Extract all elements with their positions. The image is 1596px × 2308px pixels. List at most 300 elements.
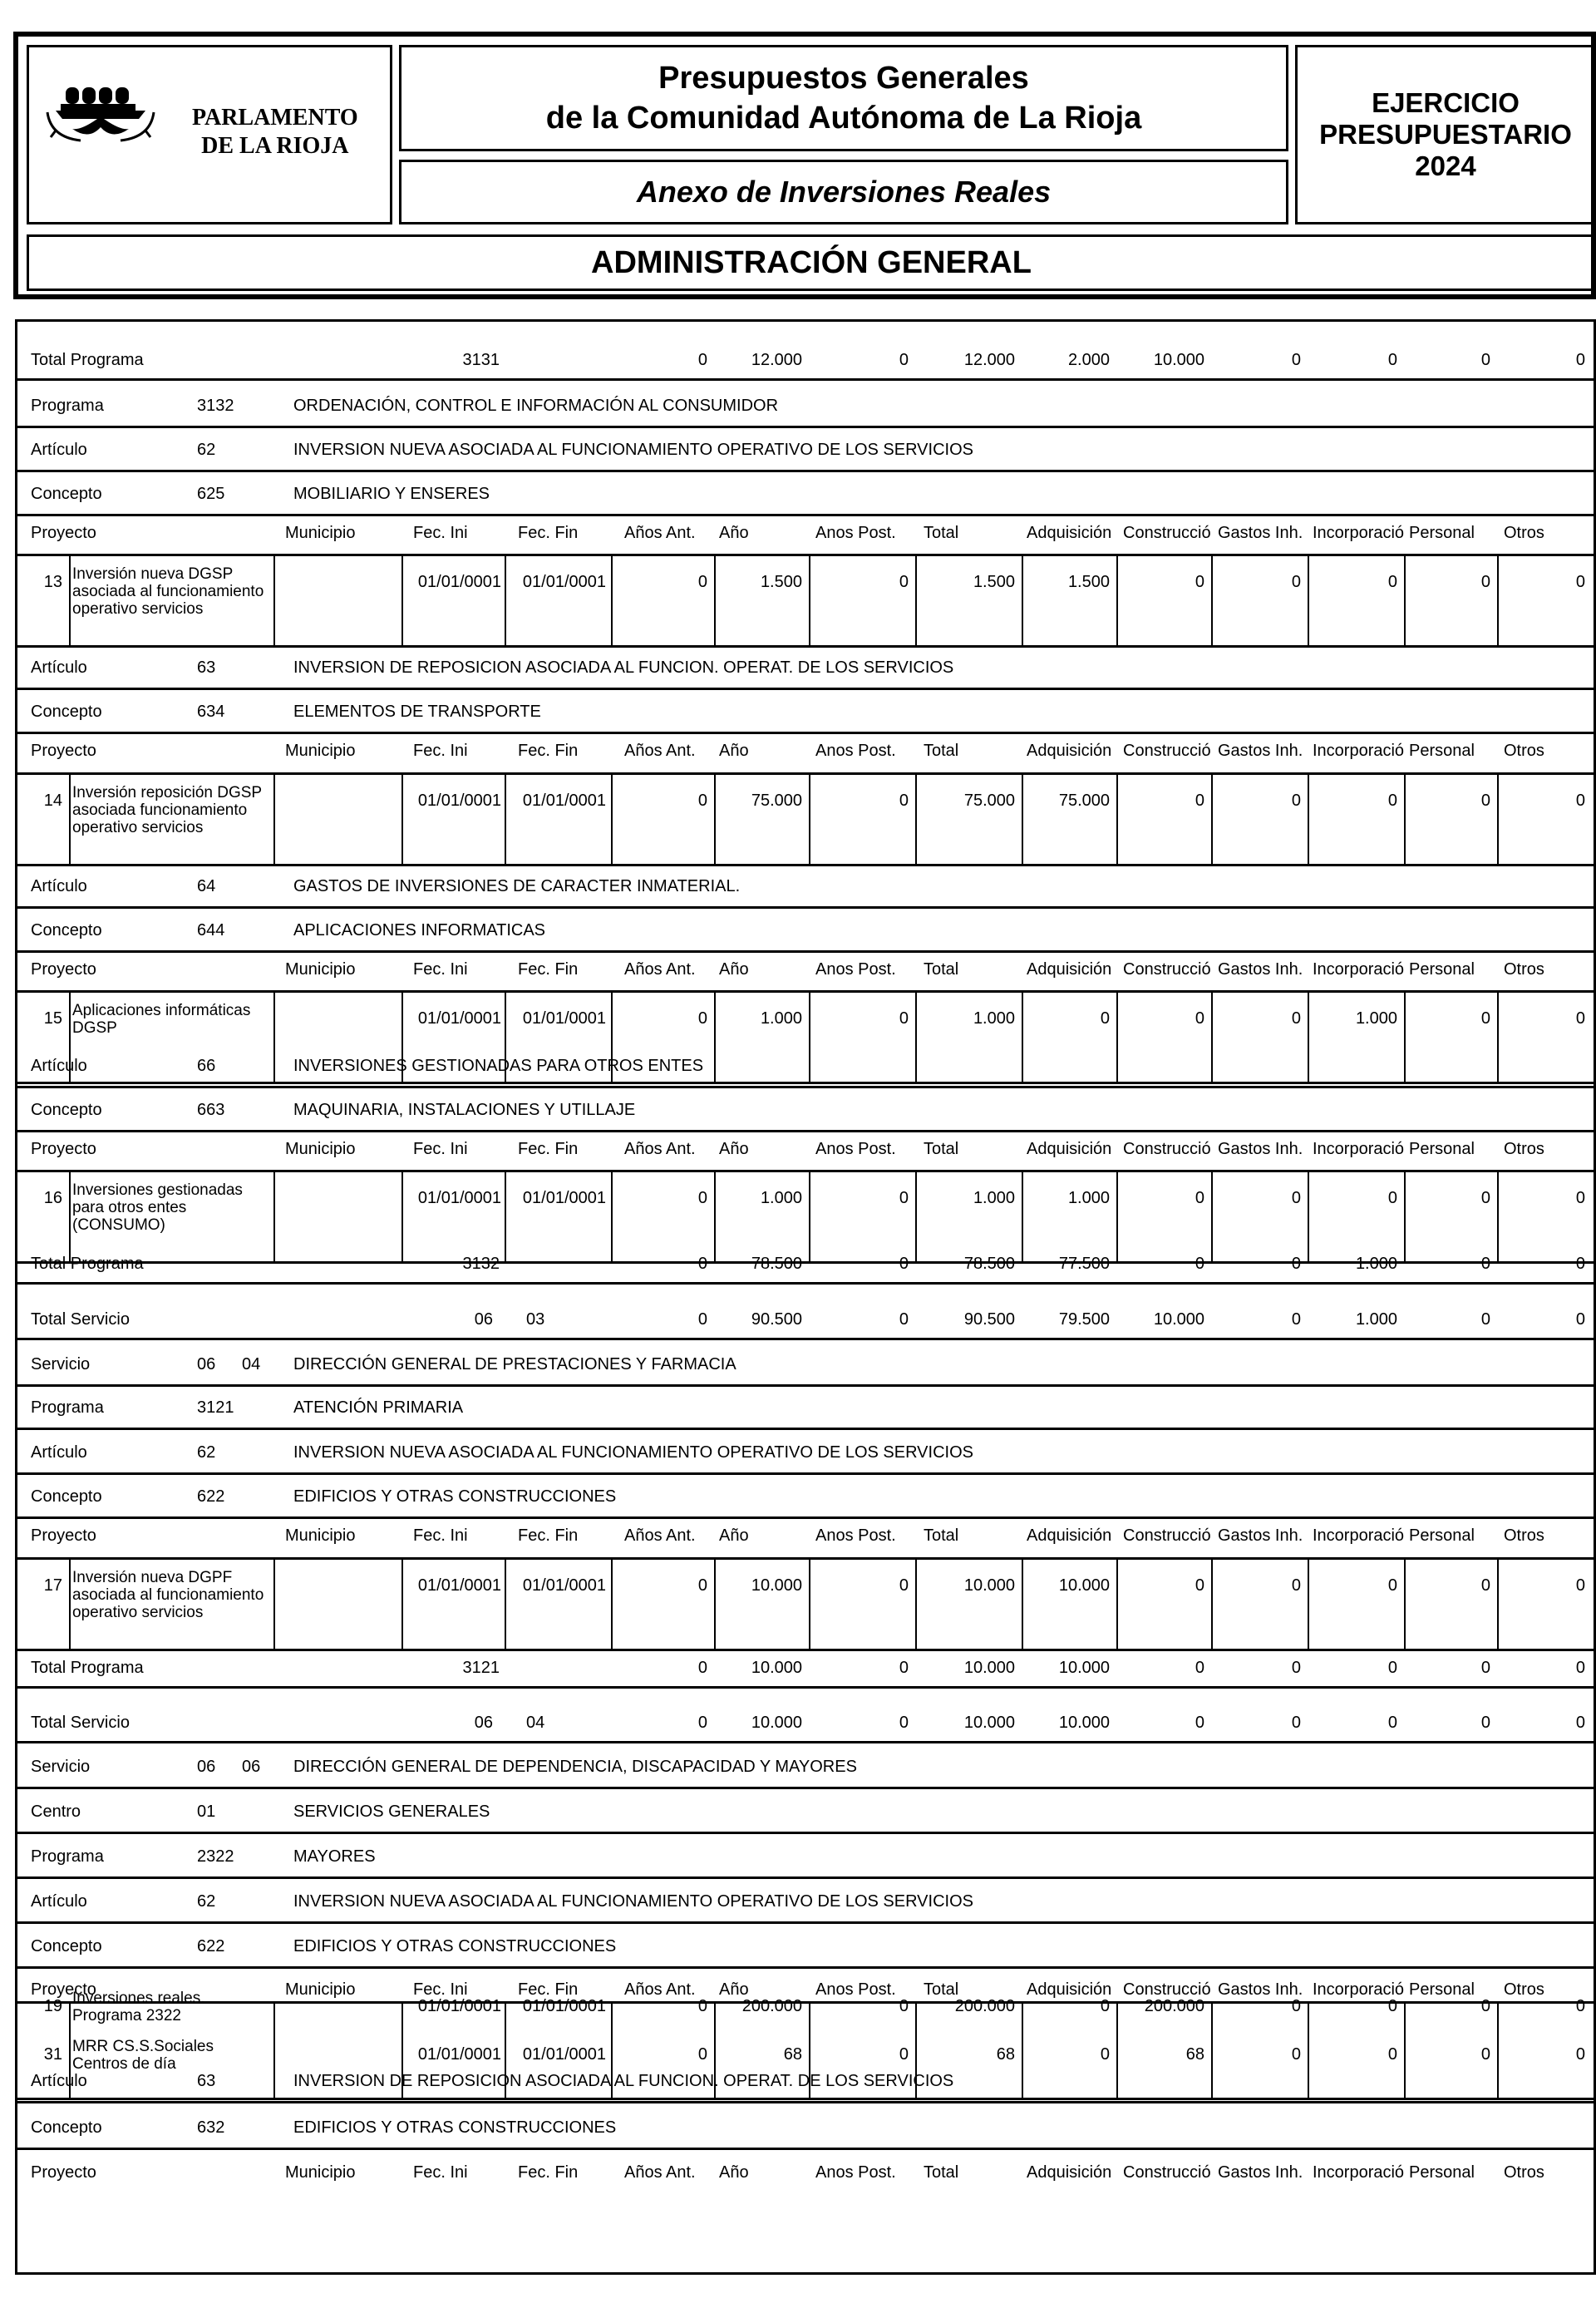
- level-code: 62: [197, 441, 216, 459]
- column-header: Construcció: [1123, 960, 1211, 979]
- project-end-date: 01/01/0001: [522, 1997, 606, 2015]
- cell-border: [505, 772, 506, 864]
- column-header: Construcció: [1123, 524, 1211, 542]
- total-code: 3121: [462, 1659, 500, 1677]
- column-header: Año: [719, 1526, 749, 1545]
- column-header: Proyecto: [31, 2163, 96, 2182]
- cell-border: [1211, 1170, 1213, 1261]
- project-value: 0: [1100, 1997, 1110, 2015]
- row-divider: [17, 864, 1594, 866]
- project-value: 1.500: [973, 573, 1015, 591]
- row-divider: [17, 1170, 1594, 1172]
- cell-border: [1497, 1170, 1499, 1261]
- level-description: APLICACIONES INFORMATICAS: [293, 921, 546, 939]
- column-header: Gastos Inh.: [1218, 1140, 1303, 1158]
- cell-border: [69, 1170, 71, 1261]
- project-value: 75.000: [751, 792, 802, 810]
- level-label: Artículo: [31, 1892, 87, 1911]
- cell-border: [1022, 772, 1023, 864]
- project-number: 19: [43, 1997, 62, 2015]
- level-description: EDIFICIOS Y OTRAS CONSTRUCCIONES: [293, 1487, 617, 1506]
- total-value: 10.000: [751, 1659, 802, 1677]
- cell-border: [1116, 1170, 1118, 1261]
- parlamento-emblem-icon: [39, 79, 189, 179]
- total-value: 0: [697, 1310, 707, 1329]
- column-header: Fec. Fin: [518, 1980, 579, 1999]
- project-value: 68: [1185, 2045, 1204, 2064]
- column-header: Fec. Ini: [413, 1526, 468, 1545]
- cell-border: [1404, 772, 1406, 864]
- column-header: Fec. Fin: [518, 2163, 579, 2182]
- level-code: 06: [197, 1758, 216, 1776]
- cell-border: [1022, 1170, 1023, 1261]
- total-value: 0: [1387, 1659, 1397, 1677]
- row-divider: [17, 1472, 1594, 1475]
- column-header: Fec. Ini: [413, 1140, 468, 1158]
- project-number: 17: [43, 1576, 62, 1595]
- project-start-date: 01/01/0001: [417, 792, 501, 810]
- column-header: Año: [719, 1980, 749, 1999]
- column-header: Municipio: [285, 524, 356, 542]
- column-header: Años Ant.: [624, 1140, 696, 1158]
- column-header: Incorporació: [1313, 1526, 1405, 1545]
- level-label: Concepto: [31, 1101, 102, 1119]
- project-value: 0: [1387, 792, 1397, 810]
- anexo-title: Anexo de Inversiones Reales: [636, 175, 1052, 209]
- project-description: Inversión reposición DGSP asociada funcionamiento operativo servicios: [72, 784, 262, 836]
- budget-table: [15, 319, 1596, 2275]
- project-value: 1.000: [973, 1009, 1015, 1028]
- level-description: DIRECCIÓN GENERAL DE PRESTACIONES Y FARMACIA: [293, 1355, 736, 1373]
- total-value: 0: [1480, 351, 1490, 369]
- level-label: Concepto: [31, 485, 102, 503]
- project-value: 0: [1195, 792, 1204, 810]
- column-header: Total: [924, 524, 959, 542]
- level-code: 66: [197, 1057, 216, 1075]
- level-code: 63: [197, 2072, 216, 2090]
- level-label: Servicio: [31, 1758, 91, 1776]
- total-value: 10.000: [1153, 1310, 1204, 1329]
- cell-border: [401, 1557, 403, 1649]
- column-header: Fec. Ini: [413, 960, 468, 979]
- level-description: GASTOS DE INVERSIONES DE CARACTER INMATERIAL.: [293, 877, 741, 895]
- total-value: 10.000: [963, 1714, 1015, 1732]
- level-label: Artículo: [31, 877, 87, 895]
- cell-border: [505, 1170, 506, 1261]
- ejercicio-line1: EJERCICIO: [1372, 87, 1520, 118]
- total-value: 0: [697, 1659, 707, 1677]
- level-label: Artículo: [31, 658, 87, 677]
- cell-border: [273, 2001, 275, 2098]
- column-header: Otros: [1504, 1526, 1544, 1545]
- column-header: Municipio: [285, 960, 356, 979]
- level-code: 06: [197, 1355, 216, 1373]
- project-value: 0: [1480, 1189, 1490, 1207]
- cell-border: [1308, 1170, 1309, 1261]
- column-header: Anos Post.: [815, 960, 896, 979]
- column-header: Fec. Ini: [413, 742, 468, 760]
- row-divider: [17, 1686, 1594, 1689]
- level-description: INVERSION NUEVA ASOCIADA AL FUNCIONAMIENTO OPERATIVO DE LOS SERVICIOS: [293, 1892, 973, 1911]
- column-header: Personal: [1409, 2163, 1475, 2182]
- column-header: Adquisición: [1027, 1526, 1112, 1545]
- row-divider: [17, 1428, 1594, 1430]
- level-code: 62: [197, 1892, 216, 1911]
- column-header: Años Ant.: [624, 2163, 696, 2182]
- column-header: Gastos Inh.: [1218, 960, 1303, 979]
- row-divider: [17, 1282, 1594, 1285]
- level-description: MAYORES: [293, 1847, 376, 1866]
- level-description: INVERSION NUEVA ASOCIADA AL FUNCIONAMIENTO OPERATIVO DE LOS SERVICIOS: [293, 1443, 973, 1462]
- section-title: ADMINISTRACIÓN GENERAL: [591, 244, 1032, 280]
- column-header: Municipio: [285, 742, 356, 760]
- total-value: 0: [1195, 1255, 1204, 1273]
- level-label: Concepto: [31, 1937, 102, 1955]
- project-description: Inversión nueva DGSP asociada al funcionamiento operativo servicios: [72, 565, 264, 618]
- column-header: Total: [924, 2163, 959, 2182]
- column-header: Construcció: [1123, 742, 1211, 760]
- column-header: Proyecto: [31, 1140, 96, 1158]
- total-value: 10.000: [1058, 1714, 1110, 1732]
- project-value: 0: [1575, 1009, 1585, 1028]
- project-value: 75.000: [1058, 792, 1110, 810]
- project-value: 200.000: [954, 1997, 1015, 2015]
- project-number: 14: [43, 792, 62, 810]
- column-header: Personal: [1409, 1140, 1475, 1158]
- page-title-line2: de la Comunidad Autónoma de La Rioja: [545, 101, 1142, 136]
- column-header: Fec. Fin: [518, 1140, 579, 1158]
- column-header: Año: [719, 742, 749, 760]
- column-header: Fec. Fin: [518, 960, 579, 979]
- project-end-date: 01/01/0001: [522, 573, 606, 591]
- cell-border: [1497, 772, 1499, 864]
- column-header: Total: [924, 1980, 959, 1999]
- row-divider: [17, 1086, 1594, 1088]
- logo-text: [192, 104, 358, 160]
- ejercicio-box: [1295, 45, 1596, 224]
- project-value: 0: [697, 573, 707, 591]
- cell-border: [1116, 1557, 1118, 1649]
- cell-border: [401, 554, 403, 645]
- level-description: DIRECCIÓN GENERAL DE DEPENDENCIA, DISCAPACIDAD Y MAYORES: [293, 1758, 857, 1776]
- row-divider: [17, 906, 1594, 909]
- cell-border: [69, 1557, 71, 1649]
- column-header: Incorporació: [1313, 2163, 1405, 2182]
- project-value: 0: [899, 1189, 909, 1207]
- total-value: 0: [1291, 1659, 1301, 1677]
- row-divider: [17, 426, 1594, 428]
- project-description: Aplicaciones informáticas DGSP: [72, 1002, 251, 1037]
- column-header: Anos Post.: [815, 524, 896, 542]
- row-divider: [17, 1082, 1594, 1084]
- project-value: 0: [899, 1009, 909, 1028]
- cell-border: [1308, 1557, 1309, 1649]
- project-description: Inversiones gestionadas para otros entes (CONSUMO): [72, 1181, 243, 1234]
- column-header: Gastos Inh.: [1218, 1980, 1303, 1999]
- cell-border: [401, 1170, 403, 1261]
- column-header: Adquisición: [1027, 2163, 1112, 2182]
- cell-border: [915, 554, 917, 645]
- total-value: 10.000: [963, 1659, 1015, 1677]
- level-code: 622: [197, 1937, 225, 1955]
- column-header: Fec. Fin: [518, 524, 579, 542]
- column-header: Proyecto: [31, 742, 96, 760]
- project-start-date: 01/01/0001: [417, 1997, 501, 2015]
- row-divider: [17, 1130, 1594, 1132]
- level-description: SERVICIOS GENERALES: [293, 1803, 490, 1821]
- total-value: 0: [899, 1714, 909, 1732]
- row-divider: [17, 2148, 1594, 2150]
- level-description: MOBILIARIO Y ENSERES: [293, 485, 490, 503]
- cell-border: [809, 554, 810, 645]
- column-header: Otros: [1504, 524, 1544, 542]
- level-label: Programa: [31, 397, 104, 415]
- cell-border: [273, 1170, 275, 1261]
- project-value: 0: [1387, 1997, 1397, 2015]
- column-header: Personal: [1409, 1526, 1475, 1545]
- project-end-date: 01/01/0001: [522, 1009, 606, 1028]
- total-code: 06: [474, 1714, 493, 1732]
- row-divider: [17, 772, 1594, 775]
- cell-border: [611, 1170, 613, 1261]
- column-header: Personal: [1409, 960, 1475, 979]
- project-value: 1.000: [1355, 1009, 1397, 1028]
- total-value: 1.000: [1355, 1255, 1397, 1273]
- level-description: INVERSIONES GESTIONADAS PARA OTROS ENTES: [293, 1057, 704, 1075]
- level-description: INVERSION DE REPOSICION ASOCIADA AL FUNCION. OPERAT. DE LOS SERVICIOS: [293, 658, 954, 677]
- level-code: 663: [197, 1101, 225, 1119]
- total-value: 0: [1291, 1255, 1301, 1273]
- cell-border: [1404, 1170, 1406, 1261]
- column-header: Otros: [1504, 742, 1544, 760]
- project-value: 1.000: [760, 1189, 802, 1207]
- column-header: Adquisición: [1027, 742, 1112, 760]
- row-divider: [17, 1516, 1594, 1519]
- project-value: 0: [697, 1009, 707, 1028]
- cell-border: [505, 1557, 506, 1649]
- project-value: 200.000: [1144, 1997, 1204, 2015]
- project-value: 0: [1480, 1576, 1490, 1595]
- total-value: 0: [1480, 1659, 1490, 1677]
- column-header: Gastos Inh.: [1218, 524, 1303, 542]
- anexo-box: [399, 160, 1288, 224]
- total-value: 0: [1291, 1714, 1301, 1732]
- cell-border: [1211, 554, 1213, 645]
- project-value: 0: [899, 573, 909, 591]
- column-header: Año: [719, 960, 749, 979]
- row-divider: [17, 1876, 1594, 1879]
- total-value: 0: [1575, 1310, 1585, 1329]
- total-code: 3131: [462, 351, 500, 369]
- level-label: Artículo: [31, 2072, 87, 2090]
- column-header: Municipio: [285, 2163, 356, 2182]
- column-header: Otros: [1504, 960, 1544, 979]
- row-divider: [17, 1832, 1594, 1834]
- column-header: Años Ant.: [624, 524, 696, 542]
- project-value: 0: [1480, 2045, 1490, 2064]
- column-header: Anos Post.: [815, 742, 896, 760]
- level-label: Artículo: [31, 1057, 87, 1075]
- total-value: 0: [1575, 1659, 1585, 1677]
- column-header: Fec. Ini: [413, 524, 468, 542]
- level-code: 622: [197, 1487, 225, 1506]
- column-header: Construcció: [1123, 1140, 1211, 1158]
- project-value: 68: [783, 2045, 802, 2064]
- page-title-line1: Presupuestos Generales: [658, 61, 1029, 96]
- total-value: 10.000: [751, 1714, 802, 1732]
- column-header: Anos Post.: [815, 1526, 896, 1545]
- total-value: 0: [1575, 1714, 1585, 1732]
- project-start-date: 01/01/0001: [417, 1576, 501, 1595]
- row-divider: [17, 1557, 1594, 1560]
- column-header: Total: [924, 960, 959, 979]
- level-code: 3132: [197, 397, 234, 415]
- cell-border: [273, 554, 275, 645]
- column-header: Anos Post.: [815, 1980, 896, 1999]
- column-header: Fec. Fin: [518, 1526, 579, 1545]
- project-start-date: 01/01/0001: [417, 573, 501, 591]
- project-value: 1.000: [1067, 1189, 1110, 1207]
- cell-border: [401, 772, 403, 864]
- total-label: Total Programa: [31, 1659, 144, 1677]
- cell-border: [1116, 772, 1118, 864]
- project-value: 10.000: [751, 1576, 802, 1595]
- total-code2: 04: [526, 1714, 545, 1732]
- total-code: 3132: [462, 1255, 500, 1273]
- project-value: 0: [1575, 792, 1585, 810]
- total-value: 0: [899, 1255, 909, 1273]
- level-label: Servicio: [31, 1355, 91, 1373]
- column-header: Otros: [1504, 2163, 1544, 2182]
- project-value: 0: [1575, 1189, 1585, 1207]
- project-value: 0: [1291, 1997, 1301, 2015]
- level-code: 632: [197, 2118, 225, 2137]
- column-header: Municipio: [285, 1140, 356, 1158]
- cell-border: [1022, 990, 1023, 1082]
- column-header: Municipio: [285, 1980, 356, 1999]
- project-value: 200.000: [741, 1997, 802, 2015]
- cell-border: [714, 990, 716, 1082]
- row-divider: [17, 1921, 1594, 1924]
- total-label: Total Programa: [31, 1255, 144, 1273]
- project-value: 0: [1575, 1997, 1585, 2015]
- row-divider: [17, 688, 1594, 690]
- cell-border: [273, 1557, 275, 1649]
- project-end-date: 01/01/0001: [522, 2045, 606, 2064]
- total-label: Total Servicio: [31, 1310, 130, 1329]
- cell-border: [273, 990, 275, 1082]
- project-start-date: 01/01/0001: [417, 1189, 501, 1207]
- project-value: 75.000: [963, 792, 1015, 810]
- cell-border: [611, 1557, 613, 1649]
- ejercicio-year: 2024: [1415, 150, 1476, 181]
- title-box: [399, 45, 1288, 151]
- cell-border: [273, 772, 275, 864]
- row-divider: [17, 950, 1594, 953]
- total-value: 10.000: [1058, 1659, 1110, 1677]
- project-value: 0: [1195, 573, 1204, 591]
- level-code: 3121: [197, 1398, 234, 1417]
- column-header: Incorporació: [1313, 742, 1405, 760]
- total-value: 12.000: [963, 351, 1015, 369]
- level-description: EDIFICIOS Y OTRAS CONSTRUCCIONES: [293, 1937, 617, 1955]
- cell-border: [505, 554, 506, 645]
- level-label: Concepto: [31, 921, 102, 939]
- column-header: Fec. Ini: [413, 1980, 468, 1999]
- column-header: Total: [924, 1140, 959, 1158]
- project-description: Inversiones reales. Programa 2322: [72, 1990, 205, 2024]
- cell-border: [1497, 990, 1499, 1082]
- project-value: 0: [1480, 1009, 1490, 1028]
- project-value: 0: [1480, 1997, 1490, 2015]
- total-value: 0: [1195, 1714, 1204, 1732]
- column-header: Total: [924, 1526, 959, 1545]
- project-value: 0: [697, 1997, 707, 2015]
- cell-border: [1404, 554, 1406, 645]
- column-header: Municipio: [285, 1526, 356, 1545]
- project-value: 0: [697, 792, 707, 810]
- row-divider: [17, 990, 1594, 993]
- column-header: Anos Post.: [815, 1140, 896, 1158]
- level-description: ORDENACIÓN, CONTROL E INFORMACIÓN AL CONSUMIDOR: [293, 397, 779, 415]
- total-value: 79.500: [1058, 1310, 1110, 1329]
- level-code: 625: [197, 485, 225, 503]
- cell-border: [1211, 990, 1213, 1082]
- total-code2: 03: [526, 1310, 545, 1329]
- column-header: Años Ant.: [624, 742, 696, 760]
- project-value: 0: [1291, 573, 1301, 591]
- column-header: Total: [924, 742, 959, 760]
- cell-border: [1497, 554, 1499, 645]
- column-header: Incorporació: [1313, 1140, 1405, 1158]
- total-value: 0: [1387, 351, 1397, 369]
- cell-border: [1211, 1557, 1213, 1649]
- total-value: 90.500: [963, 1310, 1015, 1329]
- project-value: 0: [1291, 1576, 1301, 1595]
- project-value: 0: [899, 792, 909, 810]
- column-header: Personal: [1409, 524, 1475, 542]
- cell-border: [915, 772, 917, 864]
- column-header: Incorporació: [1313, 1980, 1405, 1999]
- level-label: Artículo: [31, 1443, 87, 1462]
- column-header: Adquisición: [1027, 1140, 1112, 1158]
- total-value: 0: [1291, 351, 1301, 369]
- level-description: INVERSION NUEVA ASOCIADA AL FUNCIONAMIENTO OPERATIVO DE LOS SERVICIOS: [293, 441, 973, 459]
- cell-border: [915, 1557, 917, 1649]
- level-label: Programa: [31, 1847, 104, 1866]
- total-value: 90.500: [751, 1310, 802, 1329]
- row-divider: [17, 1384, 1594, 1387]
- total-value: 0: [1480, 1255, 1490, 1273]
- row-divider: [17, 514, 1594, 516]
- level-code: 2322: [197, 1847, 234, 1866]
- project-start-date: 01/01/0001: [417, 2045, 501, 2064]
- column-header: Años Ant.: [624, 1980, 696, 1999]
- project-value: 0: [899, 1576, 909, 1595]
- level-label: Artículo: [31, 441, 87, 459]
- level-code: 634: [197, 703, 225, 721]
- cell-border: [809, 1557, 810, 1649]
- logo-box: [27, 45, 392, 224]
- column-header: Otros: [1504, 1140, 1544, 1158]
- level-description: INVERSION DE REPOSICION ASOCIADA AL FUNCION. OPERAT. DE LOS SERVICIOS: [293, 2072, 954, 2090]
- project-end-date: 01/01/0001: [522, 792, 606, 810]
- total-value: 0: [697, 1714, 707, 1732]
- project-value: 0: [1387, 2045, 1397, 2064]
- level-code2: 04: [242, 1355, 261, 1373]
- cell-border: [809, 990, 810, 1082]
- total-value: 0: [899, 1310, 909, 1329]
